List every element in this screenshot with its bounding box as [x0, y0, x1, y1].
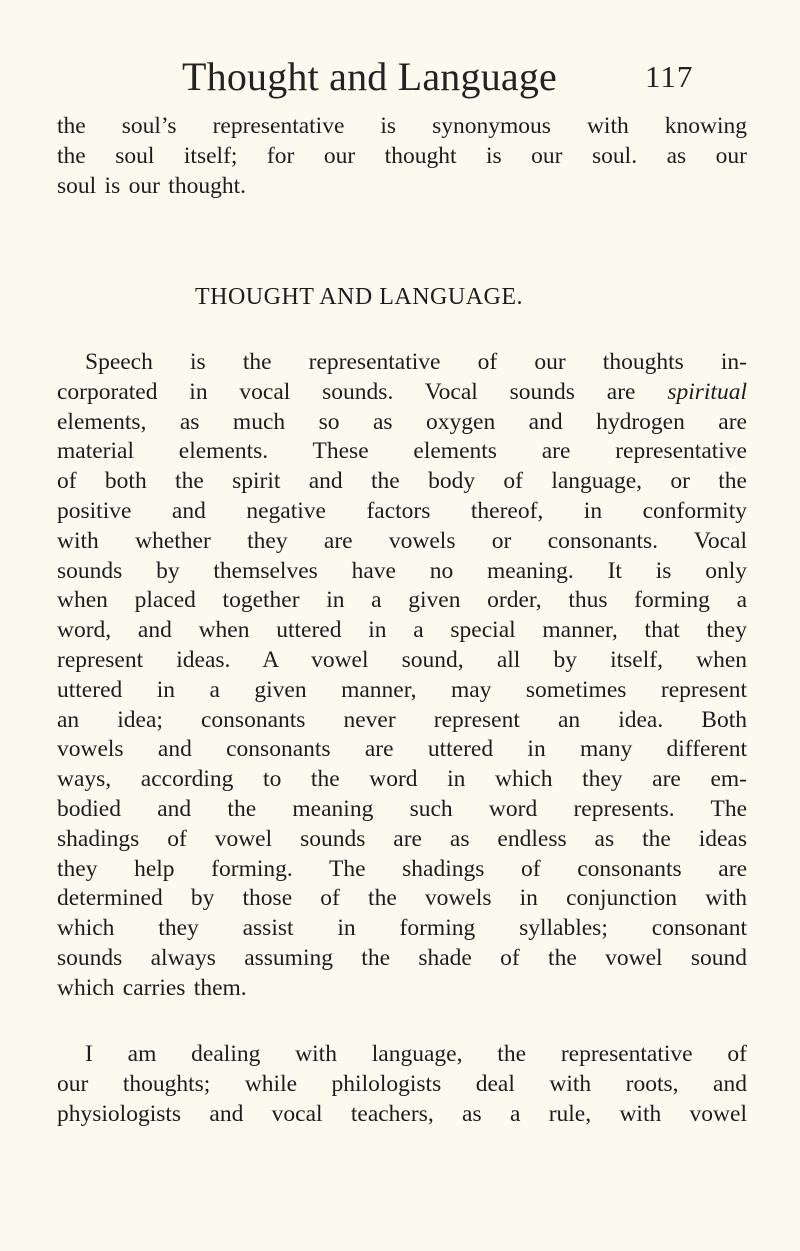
paragraph-dealing: [57, 1040, 747, 1129]
paragraph-continued: [57, 112, 747, 201]
text-line: the soul’s representative is synonymous with knowing: [57, 113, 747, 139]
text-line: they help forming. The shadings of consonants are: [57, 855, 747, 882]
text-line: uttered in a given manner, may sometimes represent: [57, 676, 747, 703]
page-number: 117: [645, 59, 694, 94]
text-line: material elements. These elements are representative: [57, 438, 747, 465]
section-heading-text: THOUGHT AND LANGUAGE.: [194, 284, 524, 310]
section-heading: [0, 282, 800, 312]
text-line: which they assist in forming syllables; consonant: [57, 915, 747, 942]
page-header: [0, 52, 800, 102]
text-line: shadings of vowel sounds are as endless as the ideas: [57, 825, 747, 852]
text-line: our thoughts; while philologists deal with roots, and: [57, 1070, 747, 1097]
text-line: when placed together in a given order, thus forming a: [57, 587, 747, 614]
text-line: soul is our thought.: [57, 172, 246, 199]
text-line: an idea; consonants never represent an idea. Both: [57, 706, 747, 733]
text-line: word, and when uttered in a special manner, that they: [57, 617, 747, 644]
text-line: elements, as much so as oxygen and hydrogen are: [57, 408, 747, 435]
text-line: represent ideas. A vowel sound, all by itself, when: [57, 646, 747, 673]
emphasis-spiritual: spiritual: [667, 378, 747, 405]
text-line: which carries them.: [57, 974, 247, 1001]
text-line: sounds always assuming the shade of the vowel sound: [57, 944, 747, 971]
text-line: [57, 378, 747, 408]
text-line: ways, according to the word in which they are em-: [57, 766, 747, 793]
text-run: corporated in vocal sounds. Vocal sounds are: [57, 378, 668, 405]
running-title: Thought and Language: [182, 54, 557, 99]
text-line: I am dealing with language, the representative of: [85, 1041, 747, 1067]
text-line: bodied and the meaning such word represents. The: [57, 795, 747, 822]
text-line: determined by those of the vowels in conjunction with: [57, 885, 747, 912]
text-line: with whether they are vowels or consonants. Vocal: [57, 527, 747, 554]
text-line: of both the spirit and the body of language, or the: [57, 468, 747, 495]
paragraph-speech: [57, 348, 747, 1004]
text-line: physiologists and vocal teachers, as a rule, with vowel: [57, 1100, 747, 1127]
text-line: the soul itself; for our thought is our soul. as our: [57, 142, 747, 169]
text-line: sounds by themselves have no meaning. It is only: [57, 557, 747, 584]
text-line: vowels and consonants are uttered in many different: [57, 736, 747, 763]
text-line: positive and negative factors thereof, in conformity: [57, 497, 747, 524]
text-line: Speech is the representative of our thoughts in-: [85, 349, 747, 375]
